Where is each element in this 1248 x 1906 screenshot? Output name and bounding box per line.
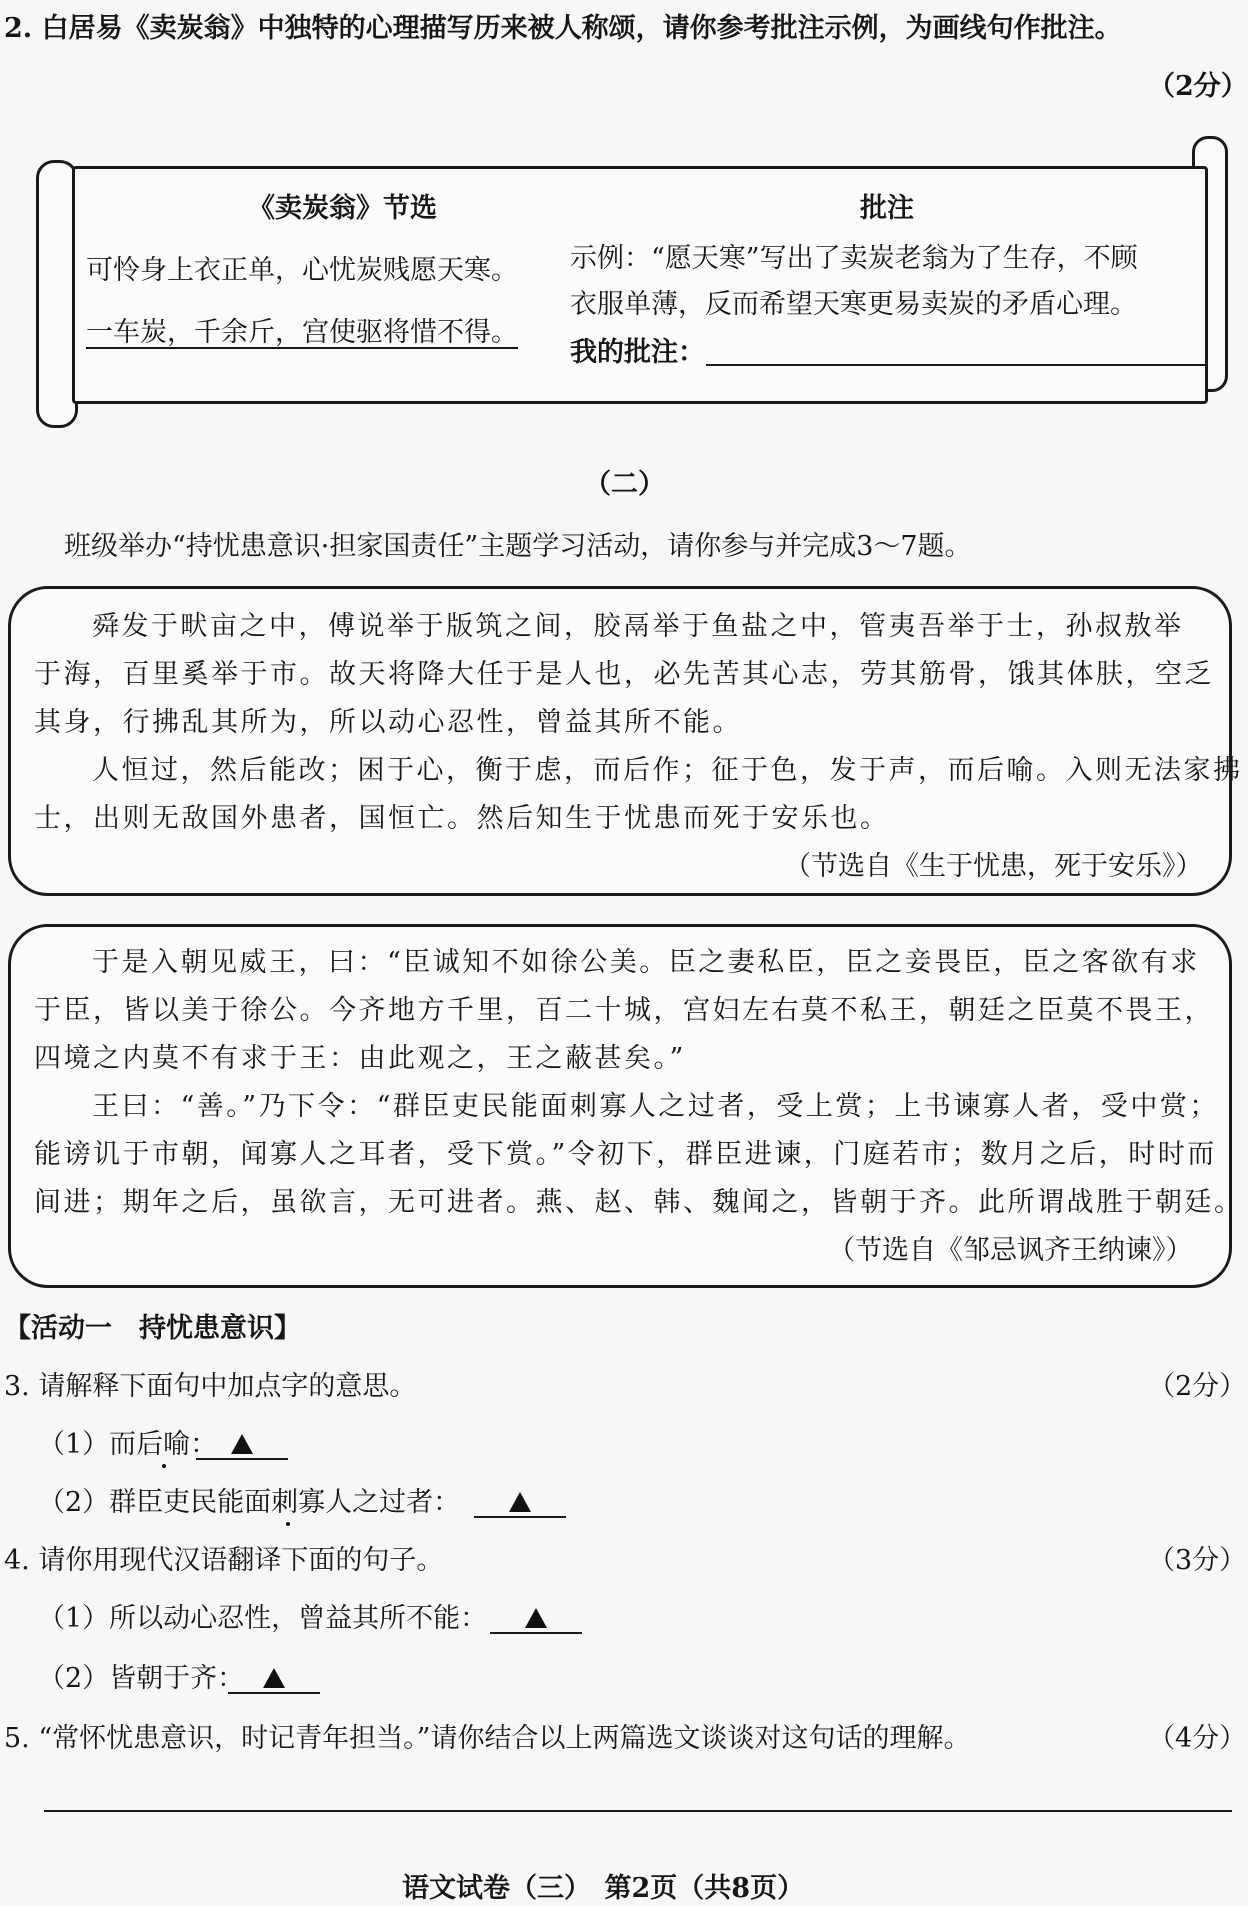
question-3-item-2: （2）群臣吏民能面刺寡人之过者： xyxy=(38,1487,461,1518)
question-4-text: 4. 请你用现代汉语翻译下面的句子。 xyxy=(4,1545,444,1576)
annotation-example-line-2: 衣服单薄，反而希望天寒更易卖炭的矛盾心理。 xyxy=(570,289,1137,320)
my-annotation-answer-line[interactable] xyxy=(706,364,1206,366)
question-3-item-1: （1）而后喻： xyxy=(38,1429,218,1460)
question-4-item-2-answer[interactable] xyxy=(228,1658,320,1694)
question-3-item-1-answer[interactable] xyxy=(196,1424,288,1460)
question-4-item-1-answer[interactable] xyxy=(490,1598,582,1634)
passage-1-line: 舜发于畎亩之中，傅说举于版筑之间，胶鬲举于鱼盐之中，管夷吾举于士，孙叔敖举 xyxy=(92,611,1184,642)
annotation-title: 批注 xyxy=(860,193,914,224)
answer-triangle-icon xyxy=(231,1434,253,1454)
question-3-score: （2分） xyxy=(1148,1371,1247,1402)
excerpt-title: 《卖炭翁》节选 xyxy=(248,193,437,224)
passage-2-line: 四境之内莫不有求于王：由此观之，王之蔽甚矣。” xyxy=(34,1043,686,1074)
question-5-score: （4分） xyxy=(1148,1723,1247,1754)
question-5-text: 5. “常怀忧患意识，时记青年担当。”请你结合以上两篇选文谈谈对这句话的理解。 xyxy=(4,1723,971,1754)
question-4-item-2: （2）皆朝于齐： xyxy=(38,1663,245,1694)
question-2-text: 2. 白居易《卖炭翁》中独特的心理描写历来被人称颂，请你参考批注示例，为画线句作批注。 xyxy=(4,13,1122,44)
question-2-score: （2分） xyxy=(1148,71,1248,102)
annotation-scroll xyxy=(34,160,1230,430)
annotation-example-line-1: 示例：“愿天寒”写出了卖炭老翁为了生存，不顾 xyxy=(570,243,1138,274)
passage-2-line: 于是入朝见威王，曰：“臣诚知不如徐公美。臣之妻私臣，臣之妾畏臣，臣之客欲有求 xyxy=(92,947,1200,978)
excerpt-underlined-line: 一车炭，千余斤，宫使驱将惜不得。 xyxy=(86,317,518,348)
excerpt-line-1: 可怜身上衣正单，心忧炭贱愿天寒。 xyxy=(86,255,518,286)
question-4-item-1: （1）所以动心忍性，曾益其所不能： xyxy=(38,1603,488,1634)
passage-1-line: 于海，百里奚举于市。故天将降大任于是人也，必先苦其心志，劳其筋骨，饿其体肤，空乏 xyxy=(34,659,1214,690)
question-4-score: （3分） xyxy=(1148,1545,1247,1576)
activity-1-heading: 【活动一 持忧患意识】 xyxy=(4,1313,301,1344)
answer-triangle-icon xyxy=(525,1608,547,1628)
my-annotation-label: 我的批注： xyxy=(570,337,705,368)
section-intro: 班级举办“持忧患意识·担家国责任”主题学习活动，请你参与并完成3～7题。 xyxy=(64,531,972,562)
question-5-answer-line[interactable] xyxy=(44,1810,1232,1812)
answer-triangle-icon xyxy=(509,1492,531,1512)
page-footer: 语文试卷（三） 第2页（共8页） xyxy=(402,1873,805,1904)
passage-2-line: 间进；期年之后，虽欲言，无可进者。燕、赵、韩、魏闻之，皆朝于齐。此所谓战胜于朝廷。 xyxy=(34,1187,1244,1218)
emphasis-dot xyxy=(286,1522,290,1526)
question-3-item-2-answer[interactable] xyxy=(474,1482,566,1518)
passage-1-source: （节选自《生于忧患，死于安乐》） xyxy=(784,851,1203,882)
passage-2-line: 能谤讥于市朝，闻寡人之耳者，受下赏。”令初下，群臣进谏，门庭若市；数月之后，时时而 xyxy=(34,1139,1217,1170)
answer-triangle-icon xyxy=(263,1668,285,1688)
passage-2-source: （节选自《邹忌讽齐王纳谏》） xyxy=(828,1235,1193,1266)
passage-2-line: 于臣，皆以美于徐公。今齐地方千里，百二十城，宫妇左右莫不私王，朝廷之臣莫不畏王， xyxy=(34,995,1214,1026)
passage-1-line: 士，出则无敌国外患者，国恒亡。然后知生于忧患而死于安乐也。 xyxy=(34,803,890,834)
section-heading: （二） xyxy=(584,469,665,500)
passage-1-line: 其身，行拂乱其所为，所以动心忍性，曾益其所不能。 xyxy=(34,707,742,738)
emphasis-dot xyxy=(162,1464,166,1468)
passage-2-line: 王曰：“善。”乃下令：“群臣吏民能面刺寡人之过者，受上赏；上书谏寡人者，受中赏； xyxy=(92,1091,1219,1122)
question-3-text: 3. 请解释下面句中加点字的意思。 xyxy=(4,1371,417,1402)
passage-1-line: 人恒过，然后能改；困于心，衡于虑，而后作；征于色，发于声，而后喻。入则无法家拂 xyxy=(92,755,1243,786)
